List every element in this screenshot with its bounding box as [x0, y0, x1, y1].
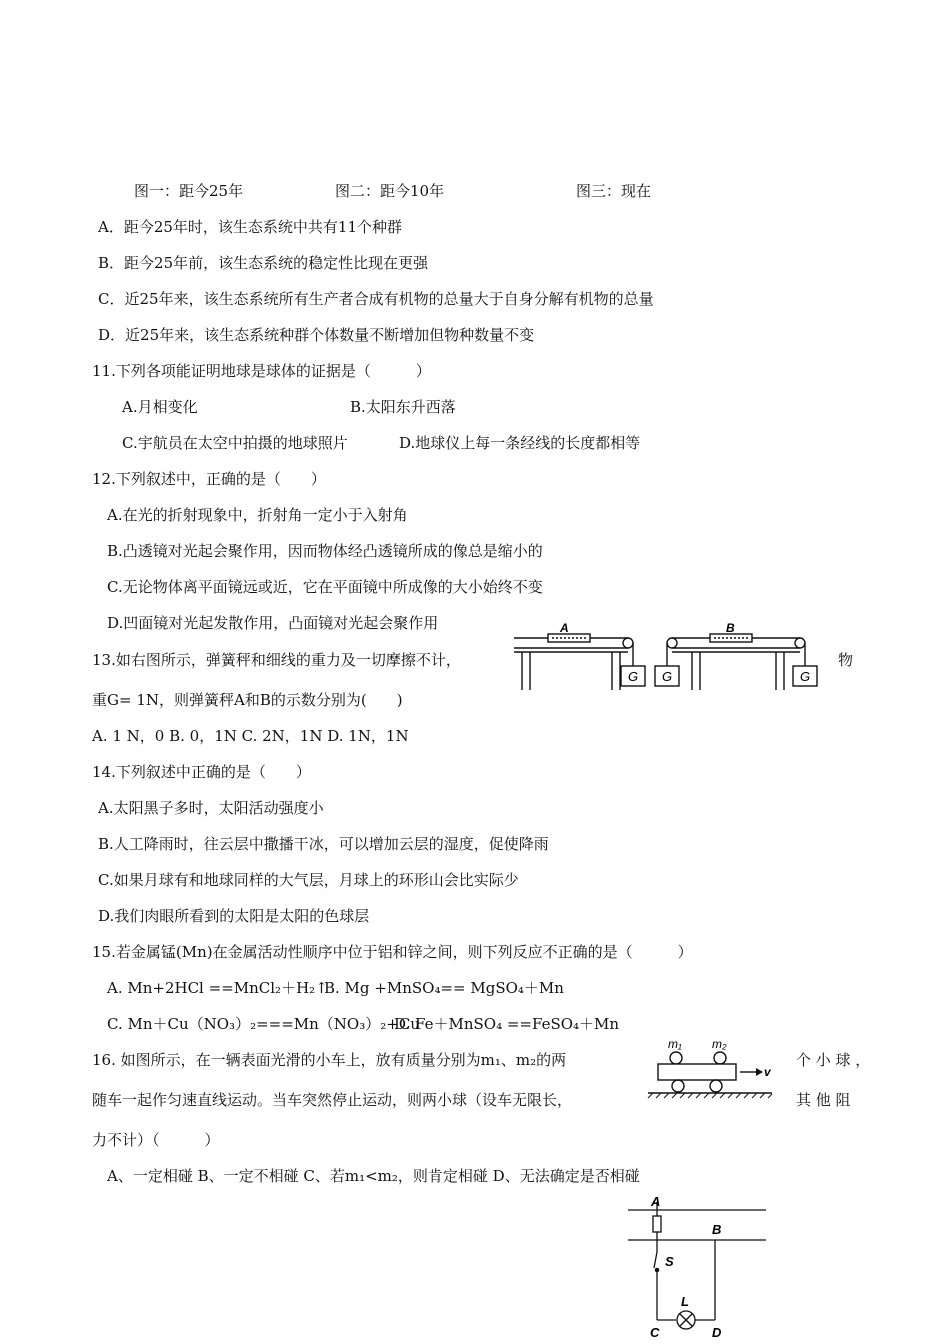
point-d-label: D [712, 1325, 722, 1340]
figure-caption-3: 图三：现在 [576, 182, 652, 200]
weight-g-label-2: G [662, 669, 673, 684]
figure-caption-1: 图一：距今25年 [134, 182, 244, 200]
q15-option-c: C. Mn＋Cu（NO₃）₂===Mn（NO₃）₂+Cu [107, 1015, 420, 1033]
q10-option-c: C．近25年来，该生态系统所有生产者合成有机物的总量大于自身分解有机物的总量 [98, 290, 654, 308]
q16-stem-left: 16. 如图所示，在一辆表面光滑的小车上，放有质量分别为m₁、m₂的两 [92, 1051, 567, 1069]
cart-figure [644, 1034, 774, 1102]
q11-stem: 11.下列各项能证明地球是球体的证据是（ ） [92, 362, 431, 380]
q13-stem-left: 13.如右图所示，弹簧秤和细线的重力及一切摩擦不计， [92, 651, 461, 669]
weight-g-label-3: G [800, 669, 811, 684]
velocity-label: v [764, 1065, 771, 1079]
q13-options: A. 1 N，0 B. 0，1N C. 2N，1N D. 1N，1N [92, 727, 409, 745]
q11-option-d: D.地球仪上每一条经线的长度都相等 [399, 434, 641, 452]
q14-option-a: A.太阳黑子多时，太阳活动强度小 [98, 799, 324, 817]
q11-option-c: C.宇航员在太空中拍摄的地球照片 [122, 434, 348, 452]
q11-option-b: B.太阳东升西落 [350, 398, 456, 416]
mass-m1-label: m₁ [668, 1037, 682, 1051]
q14-option-c: C.如果月球有和地球同样的大气层，月球上的环形山会比实际少 [98, 871, 519, 889]
q13-stem-right: 物 [838, 651, 854, 669]
q15-option-a: A. Mn+2HCl ==MnCl₂＋H₂↑ [107, 979, 328, 997]
point-a-label: A [651, 1194, 661, 1209]
q16-line3: 力不计）（ ） [92, 1131, 220, 1149]
q15-option-d: D. Fe＋MnSO₄ ==FeSO₄＋Mn [394, 1015, 620, 1033]
q15-stem: 15.若金属锰(Mn)在金属活动性顺序中位于铝和锌之间，则下列反应不正确的是（ ） [92, 943, 693, 961]
q14-option-d: D.我们肉眼所看到的太阳是太阳的色球层 [98, 907, 370, 925]
lamp-l-label: L [681, 1294, 689, 1309]
q16-line2-right: 其 他 阻 [796, 1091, 851, 1109]
q10-option-b: B．距今25年前，该生态系统的稳定性比现在更强 [98, 254, 429, 272]
scale-b-label: B [726, 621, 735, 635]
q12-stem: 12.下列叙述中，正确的是（ ） [92, 470, 326, 488]
scale-a-label: A [560, 621, 569, 635]
q12-option-d: D.凹面镜对光起发散作用，凸面镜对光起会聚作用 [107, 614, 439, 632]
q16-stem-right: 个 小 球 ， [796, 1051, 871, 1069]
spring-scale-figure [508, 618, 832, 694]
point-b-label: B [712, 1222, 722, 1237]
circuit-figure [620, 1194, 770, 1340]
q12-option-b: B.凸透镜对光起会聚作用，因而物体经凸透镜所成的像总是缩小的 [107, 542, 543, 560]
mass-m2-label: m₂ [712, 1037, 727, 1051]
q16-line2-left: 随车一起作匀速直线运动。当车突然停止运动，则两小球（设车无限长， [92, 1091, 573, 1109]
q10-option-d: D．近25年来，该生态系统种群个体数量不断增加但物种数量不变 [98, 326, 535, 344]
q10-option-a: A．距今25年时，该生态系统中共有11个种群 [98, 218, 403, 236]
q15-option-b: B. Mg +MnSO₄== MgSO₄＋Mn [324, 979, 564, 997]
weight-g-label-1: G [628, 669, 639, 684]
q11-option-a: A.月相变化 [122, 398, 198, 416]
q14-stem: 14.下列叙述中正确的是（ ） [92, 763, 311, 781]
q14-option-b: B.人工降雨时，往云层中撒播干冰，可以增加云层的湿度，促使降雨 [98, 835, 549, 853]
q16-options: A、一定相碰 B、一定不相碰 C、若m₁<m₂，则肯定相碰 D、无法确定是否相碰 [107, 1167, 640, 1185]
q13-stem-line2: 重G= 1N，则弹簧秤A和B的示数分别为( ) [92, 691, 403, 709]
q12-option-c: C.无论物体离平面镜远或近，它在平面镜中所成像的大小始终不变 [107, 578, 543, 596]
point-c-label: C [650, 1325, 660, 1340]
switch-s-label: S [665, 1254, 674, 1269]
figure-caption-2: 图二：距今10年 [335, 182, 445, 200]
q12-option-a: A.在光的折射现象中，折射角一定小于入射角 [107, 506, 408, 524]
